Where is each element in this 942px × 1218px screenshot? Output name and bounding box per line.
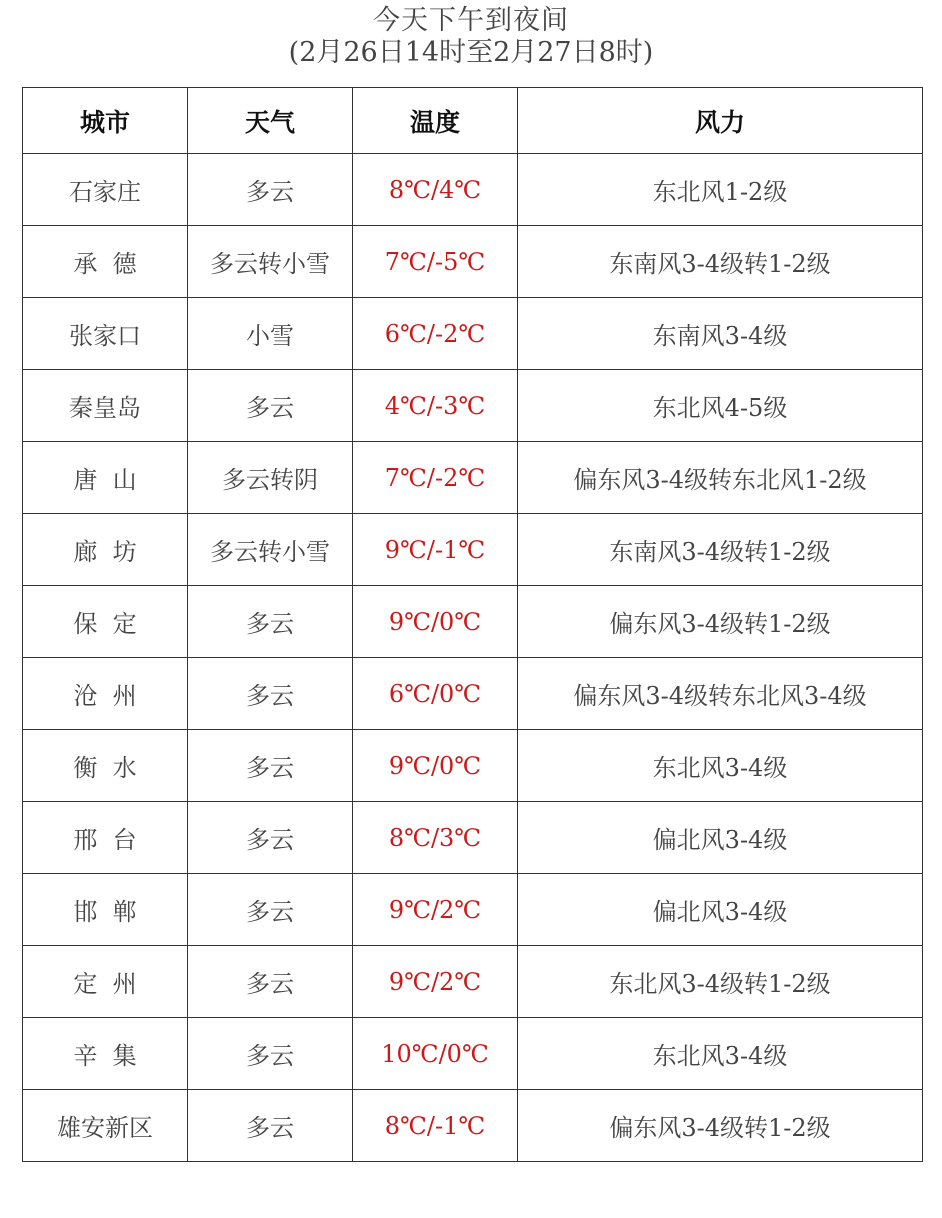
cell-wind: 东北风3-4级: [518, 730, 923, 802]
cell-wind: 偏东风3-4级转1-2级: [518, 1090, 923, 1162]
cell-wind: 偏北风3-4级: [518, 874, 923, 946]
cell-city: 唐 山: [23, 442, 188, 514]
cell-temperature: 9℃/0℃: [353, 586, 518, 658]
cell-weather: 多云: [188, 586, 353, 658]
page-subtitle-time-range: (2月26日14时至2月27日8时): [288, 37, 654, 68]
cell-wind: 东南风3-4级: [518, 298, 923, 370]
table-row: [23, 658, 923, 730]
table-row: [23, 802, 923, 874]
cell-city: 邯 郸: [23, 874, 188, 946]
cell-wind: 东南风3-4级转1-2级: [518, 226, 923, 298]
cell-weather: 多云: [188, 370, 353, 442]
cell-wind: 东南风3-4级转1-2级: [518, 514, 923, 586]
table-row: [23, 946, 923, 1018]
cell-wind: 东北风3-4级转1-2级: [518, 946, 923, 1018]
table-row: [23, 298, 923, 370]
cell-city: 雄安新区: [23, 1090, 188, 1162]
cell-weather: 多云: [188, 802, 353, 874]
cell-wind: 偏东风3-4级转东北风1-2级: [518, 442, 923, 514]
table-row: [23, 154, 923, 226]
cell-temperature: 8℃/3℃: [353, 802, 518, 874]
cell-city: 保 定: [23, 586, 188, 658]
cell-city: 张家口: [23, 298, 188, 370]
table-row: [23, 730, 923, 802]
cell-weather: 多云: [188, 946, 353, 1018]
cell-wind: 东北风1-2级: [518, 154, 923, 226]
cell-weather: 多云: [188, 154, 353, 226]
table-header-row: [23, 88, 923, 154]
cell-wind: 偏东风3-4级转1-2级: [518, 586, 923, 658]
cell-temperature: 6℃/0℃: [353, 658, 518, 730]
cell-temperature: 4℃/-3℃: [353, 370, 518, 442]
cell-temperature: 8℃/-1℃: [353, 1090, 518, 1162]
forecast-table-body: [23, 154, 923, 1162]
forecast-table: [22, 87, 923, 1162]
cell-weather: 多云转小雪: [188, 514, 353, 586]
column-header-temperature: 温度: [353, 88, 518, 154]
cell-city: 邢 台: [23, 802, 188, 874]
cell-city: 沧 州: [23, 658, 188, 730]
cell-temperature: 9℃/2℃: [353, 946, 518, 1018]
cell-weather: 小雪: [188, 298, 353, 370]
cell-temperature: 7℃/-2℃: [353, 442, 518, 514]
cell-weather: 多云: [188, 874, 353, 946]
cell-city: 衡 水: [23, 730, 188, 802]
table-row: [23, 226, 923, 298]
cell-temperature: 8℃/4℃: [353, 154, 518, 226]
table-row: [23, 874, 923, 946]
cell-wind: 东北风3-4级: [518, 1018, 923, 1090]
table-row: [23, 370, 923, 442]
table-row: [23, 442, 923, 514]
cell-wind: 偏东风3-4级转东北风3-4级: [518, 658, 923, 730]
cell-weather: 多云转阴: [188, 442, 353, 514]
table-row: [23, 514, 923, 586]
cell-city: 定 州: [23, 946, 188, 1018]
column-header-wind: 风力: [518, 88, 923, 154]
cell-temperature: 9℃/0℃: [353, 730, 518, 802]
table-row: [23, 586, 923, 658]
cell-weather: 多云转小雪: [188, 226, 353, 298]
column-header-city: 城市: [23, 88, 188, 154]
cell-temperature: 10℃/0℃: [353, 1018, 518, 1090]
cell-wind: 偏北风3-4级: [518, 802, 923, 874]
cell-city: 廊 坊: [23, 514, 188, 586]
cell-weather: 多云: [188, 730, 353, 802]
cell-weather: 多云: [188, 658, 353, 730]
cell-wind: 东北风4-5级: [518, 370, 923, 442]
column-header-weather: 天气: [188, 88, 353, 154]
cell-city: 秦皇岛: [23, 370, 188, 442]
cell-temperature: 9℃/-1℃: [353, 514, 518, 586]
cell-weather: 多云: [188, 1018, 353, 1090]
cell-city: 承 德: [23, 226, 188, 298]
cell-temperature: 9℃/2℃: [353, 874, 518, 946]
table-row: [23, 1090, 923, 1162]
cell-city: 辛 集: [23, 1018, 188, 1090]
cell-city: 石家庄: [23, 154, 188, 226]
cell-temperature: 7℃/-5℃: [353, 226, 518, 298]
page-title: 今天下午到夜间: [373, 5, 569, 36]
cell-weather: 多云: [188, 1090, 353, 1162]
table-row: [23, 1018, 923, 1090]
cell-temperature: 6℃/-2℃: [353, 298, 518, 370]
